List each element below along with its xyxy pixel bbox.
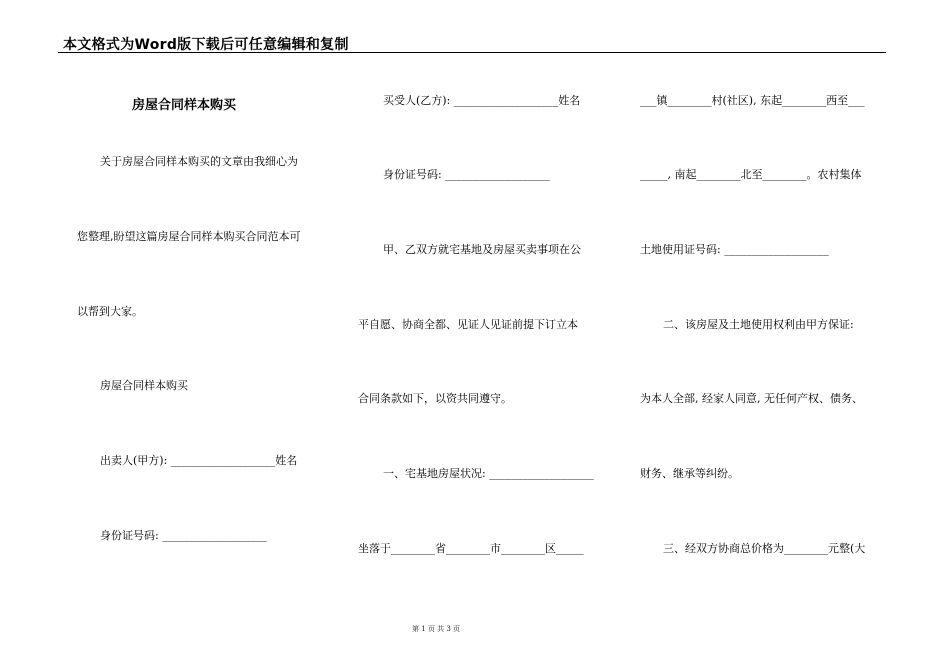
page-number: 第 1 页 共 3 页 [412, 625, 461, 633]
document-title: 房屋合同样本购买 [132, 98, 237, 113]
paragraph-line: 财务、继承等纠纷。 [640, 467, 739, 480]
paragraph-line: 房屋合同样本购买 [100, 379, 188, 392]
paragraph-line: 关于房屋合同样本购买的文章由我细心为 [100, 155, 298, 168]
buyer-id-line: 身份证号码: ___________________ [383, 168, 550, 181]
document-header: 本文格式为Word版下载后可任意编辑和复制 [63, 37, 349, 53]
paragraph-line: 平自愿、协商全都、见证人见证前提下订立本 [358, 318, 578, 331]
header-rule [58, 52, 886, 53]
paragraph-line: 合同条款如下，以资共同遵守。 [358, 392, 512, 405]
land-cert-line: 土地使用证号码: ___________________ [640, 243, 829, 256]
paragraph-line: 以帮到大家。 [77, 305, 143, 318]
paragraph-line: 甲、乙双方就宅基地及房屋买卖事项在公 [383, 243, 581, 256]
paragraph-line: 为本人全部, 经家人同意, 无任何产权、债务、 [640, 392, 863, 405]
price-line: 三、经双方协商总价格为________元整(大 [663, 542, 866, 555]
paragraph-line: _____, 南起________北至________。农村集体 [640, 168, 862, 181]
paragraph-line: 您整理,盼望这篇房屋合同样本购买合同范本可 [77, 230, 301, 243]
section-heading-line: 二、该房屋及土地使用权利由甲方保证: [663, 318, 854, 331]
location-line: 坐落于________省________市________区_____ [358, 542, 584, 555]
seller-id-line: 身份证号码: ___________________ [100, 529, 267, 542]
section-heading-line: 一、宅基地房屋状况: ___________________ [383, 467, 594, 480]
seller-line: 出卖人(甲方): ___________________姓名 [100, 454, 298, 467]
buyer-line: 买受人(乙方): ___________________姓名 [383, 94, 581, 107]
paragraph-line: ___镇________村(社区), 东起________西至___ [640, 94, 865, 107]
